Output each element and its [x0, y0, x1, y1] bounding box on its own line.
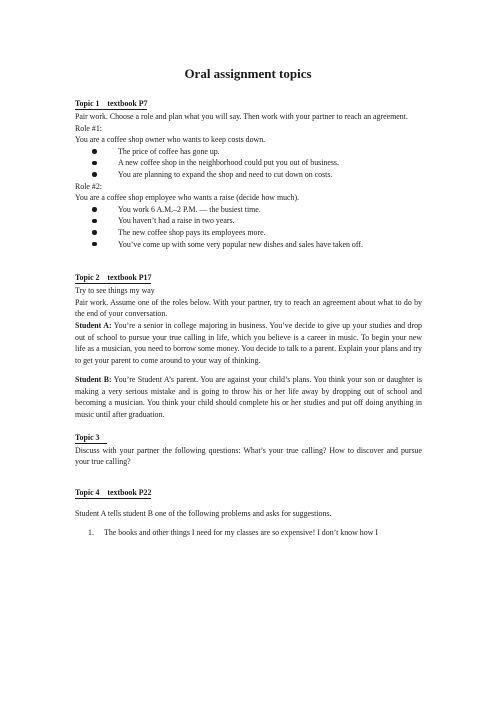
topic-2-heading: Topic 2 textbook P17: [75, 273, 152, 283]
topic-1-section: [75, 98, 422, 250]
list-item: You haven’t had a raise in two years.: [75, 215, 422, 227]
role-1-description: You are a coffee shop owner who wants to keep costs down.: [75, 135, 266, 145]
role-2-description: You are a coffee shop employee who wants a raise (decide how much).: [75, 193, 300, 203]
bullet-icon: [92, 230, 97, 235]
topic-4-intro: Student A tells student B one of the following problems and asks for suggestions.: [75, 508, 332, 518]
topic-2-instructions: Pair work. Assume one of the roles below. With your partner, try to reach an agreement about what to do by the end of your conversation.: [75, 297, 422, 319]
bullet-icon: [92, 242, 97, 247]
topic-4-problem-list: [75, 527, 422, 539]
page-title: Oral assignment topics: [184, 66, 312, 81]
role-1-label: Role #1:: [75, 123, 102, 133]
student-a-label: Student A:: [75, 320, 112, 330]
student-a-paragraph: Student A: You’re a senior in college majoring in business. You’ve decide to give up your studies and drop out of school to pursue your true calling in life, which you believe is a career in music. To begin your new life as a musician, you need to borrow some money. You decide to talk to a parent. Explain your plans and try to get your parent to come around to your way of thinking.: [75, 320, 422, 365]
bullet-icon: [92, 172, 97, 177]
topic-2-section: [75, 272, 422, 421]
list-item: The price of coffee has gone up.: [75, 146, 422, 158]
bullet-icon: [92, 219, 97, 224]
topic-3-text: Discuss with your partner the following questions: What’s your true calling? How to discover and pursue your true calling?: [75, 445, 422, 467]
student-b-label: Student B:: [75, 375, 112, 385]
topic-2-subtitle: Try to see things my way: [75, 286, 155, 296]
list-item: You are planning to expand the shop and need to cut down on costs.: [75, 169, 422, 181]
bullet-icon: [92, 161, 97, 166]
topic-1-heading: Topic 1 textbook P7: [75, 99, 148, 108]
bullet-icon: [92, 149, 97, 154]
topic-3-heading: Topic 3: [75, 433, 107, 444]
topic-3-section: [75, 432, 422, 468]
student-b-paragraph: Student B: You’re Student A’s parent. You are against your child’s plans. You think your son or daughter is making a very serious mistake and is going to throw his or her life away by dropping out of school and becoming a musician. You think your child should complete his or her studies and put off doing anything in music until after graduation.: [75, 375, 422, 420]
bullet-icon: [92, 207, 97, 212]
role-2-label: Role #2:: [75, 181, 102, 191]
topic-1-intro: Pair work. Choose a role and plan what you will say. Then work with your partner to reach an agreement.: [75, 112, 408, 121]
list-item: You work 6 A.M.–2 P.M. — the busiest time.: [75, 204, 422, 216]
topic-4-section: [75, 487, 422, 539]
list-item: 1. The books and other things I need for my classes are so expensive! I don’t know how I: [88, 528, 378, 538]
list-item: The new coffee shop pays its employees more.: [75, 227, 422, 239]
list-item: You’ve come up with some very popular new dishes and sales have taken off.: [75, 239, 422, 251]
role-1-bullet-list: [75, 146, 422, 181]
document-body: [75, 98, 422, 539]
list-item: A new coffee shop in the neighborhood could put you out of business.: [75, 157, 422, 169]
topic-4-heading: Topic 4 textbook P22: [75, 487, 152, 497]
role-2-bullet-list: [75, 204, 422, 250]
